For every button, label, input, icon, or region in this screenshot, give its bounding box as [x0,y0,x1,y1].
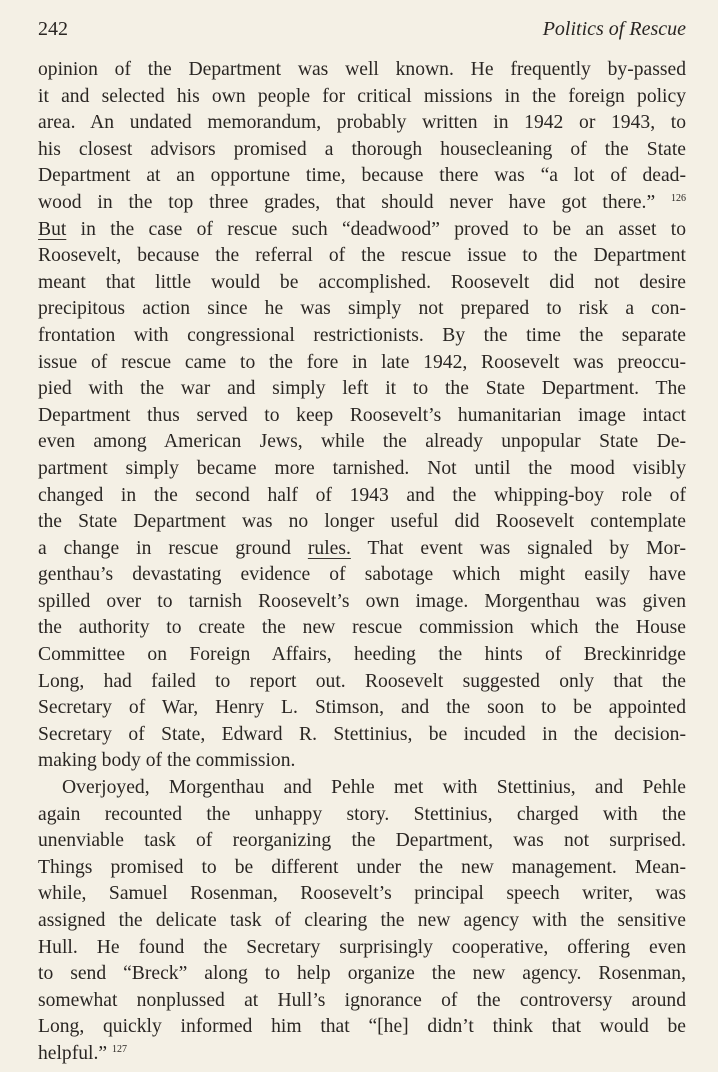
underlined-word: But [38,218,67,240]
text-line: again recounted the unhappy story. Stettinius, charged with the [38,803,686,825]
text-line: making body of the commission. [38,750,296,772]
text-line: Long, had failed to report out. Roosevelt suggested only that the [38,670,686,692]
text-line: opinion of the Department was well known. He frequently by-passed [38,59,686,80]
footnote-marker: 127 [112,1043,128,1055]
text-line: unenviable task of reorganizing the Department, was not surprised. [38,830,686,852]
text-segment: a change in rescue ground [38,537,308,559]
body-text [38,57,686,1068]
text-segment: wood in the top three grades, that should never have got there.” [38,191,656,213]
text-line: even among American Jews, while the already unpopular State De- [38,431,686,453]
text-line: issue of rescue came to the fore in late 1942, Roosevelt was preoccu- [38,351,686,373]
text-line: meant that little would be accomplished. Roosevelt did not desire [38,271,686,293]
text-line: precipitous action since he was simply not prepared to risk a con- [38,298,686,320]
text-line: the State Department was no longer useful did Roosevelt contemplate [38,511,686,533]
text-line [38,190,686,217]
text-line [38,217,686,244]
text-line: his closest advisors promised a thorough housecleaning of the State [38,138,686,160]
text-segment: in the case of rescue such “deadwood” proved to be an asset to [66,218,686,240]
text-line: Secretary of War, Henry L. Stimson, and the soon to be appointed [38,697,686,719]
text-line: Hull. He found the Secretary surprisingly cooperative, offering even [38,936,686,958]
text-line: genthau’s devastating evidence of sabotage which might easily have [38,564,686,586]
text-line: assigned the delicate task of clearing the new agency with the sensitive [38,910,686,931]
text-line [38,1041,686,1068]
page-number: 242 [38,18,68,40]
text-line: it and selected his own people for critical missions in the foreign policy [38,85,686,107]
text-line: somewhat nonplussed at Hull’s ignorance of the controversy around [38,989,686,1011]
text-line [38,536,686,563]
text-line: pied with the war and simply left it to the State Department. The [38,378,686,400]
text-line: to send “Breck” along to help organize the new agency. Rosenman, [38,963,686,985]
text-line: partment simply became more tarnished. Not until the mood visibly [38,457,686,479]
footnote-marker: 126 [671,192,686,204]
text-line: area. An undated memorandum, probably written in 1942 or 1943, to [38,112,686,134]
text-line: Department at an opportune time, because there was “a lot of dead- [38,165,686,187]
text-line: Long, quickly informed him that “[he] didn’t think that would be [38,1016,686,1038]
text-line: while, Samuel Rosenman, Roosevelt’s principal speech writer, was [38,883,686,905]
paragraph-2 [38,775,686,1068]
text-line: Secretary of State, Edward R. Stettinius, be incuded in the decision- [38,723,686,745]
paragraph-1 [38,57,686,775]
text-segment: That event was signaled by Mor- [350,537,686,559]
text-line: frontation with congressional restrictionists. By the time the separate [38,324,686,346]
text-line: changed in the second half of 1943 and the whipping-boy role of [38,484,686,506]
running-head [38,14,686,44]
running-title: Politics of Rescue [542,18,686,40]
text-line: Things promised to be different under the new management. Mean- [38,856,686,878]
text-line: the authority to create the new rescue commission which the House [38,617,686,639]
text-line: spilled over to tarnish Roosevelt’s own image. Morgenthau was given [38,590,686,612]
text-line: Roosevelt, because the referral of the rescue issue to the Department [38,245,686,267]
text-segment: helpful.” [38,1042,108,1064]
underlined-word: rules. [307,537,351,559]
text-line: Committee on Foreign Affairs, heeding the hints of Breckinridge [38,644,686,666]
text-line: Overjoyed, Morgenthau and Pehle met with Stettinius, and Pehle [62,777,686,799]
text-line: Department thus served to keep Roosevelt’s humanitarian image intact [38,404,686,426]
